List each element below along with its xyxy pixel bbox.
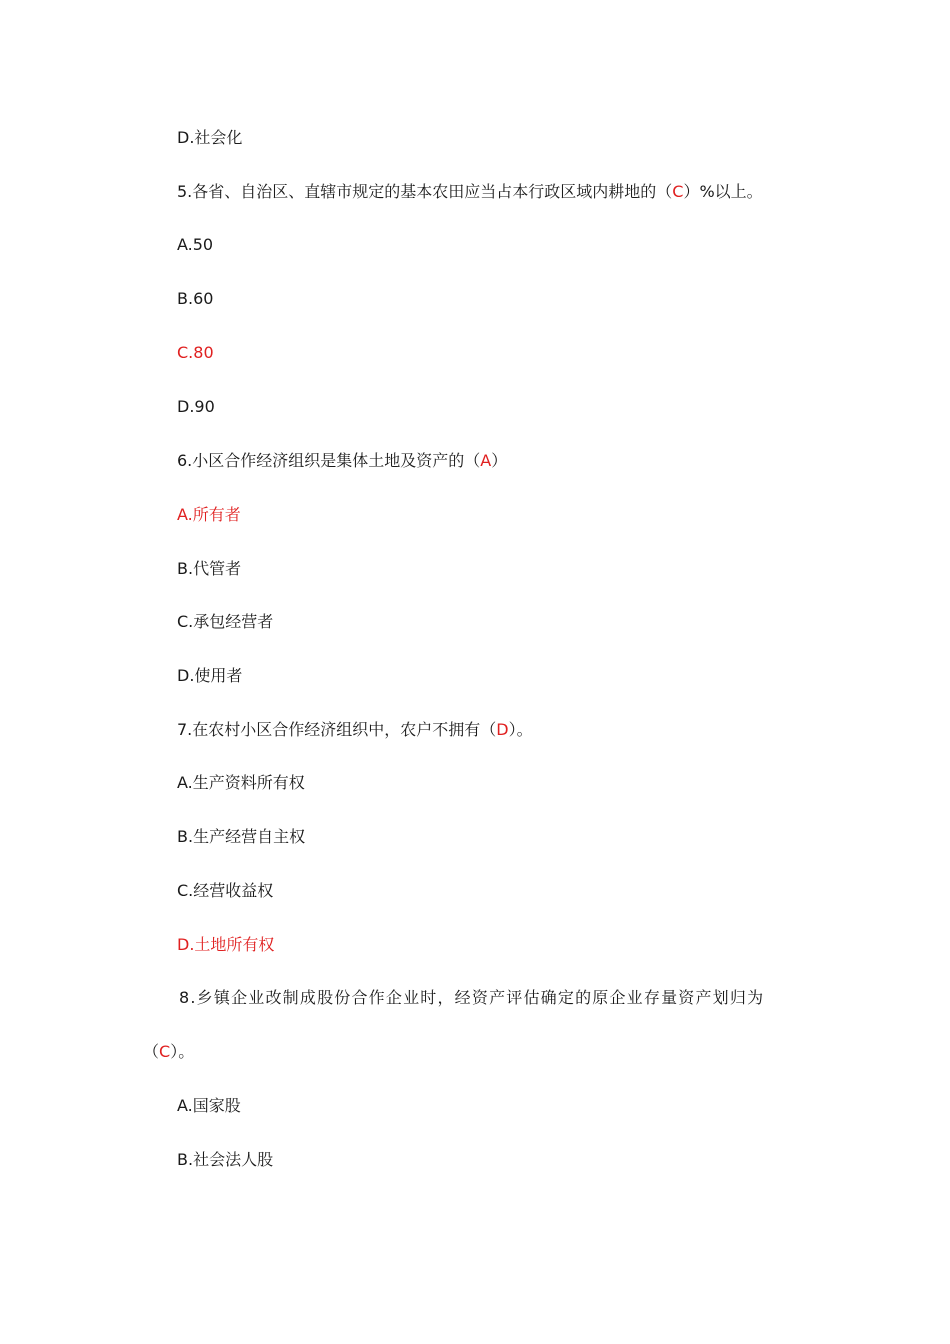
q5-stem-text: 5.各省、自治区、直辖市规定的基本农田应当占本行政区域内耕地的（ bbox=[177, 182, 673, 201]
q5-option-d: D.90 bbox=[177, 397, 215, 416]
q4-option-d: D.社会化 bbox=[177, 128, 243, 147]
q8-option-a: A.国家股 bbox=[177, 1096, 241, 1115]
q7-option-d-correct: D.土地所有权 bbox=[177, 935, 275, 954]
q6-answer: A bbox=[480, 451, 492, 470]
q7-stem-tail: ）。 bbox=[508, 720, 533, 739]
q6-stem-tail: ） bbox=[491, 451, 508, 470]
q5-stem bbox=[177, 182, 763, 202]
q6-option-c: C.承包经营者 bbox=[177, 612, 274, 631]
q8-stem: 8.乡镇企业改制成股份合作企业时，经资产评估确定的原企业存量资产划归为 bbox=[179, 988, 765, 1007]
q7-option-c: C.经营收益权 bbox=[177, 881, 274, 900]
q6-stem bbox=[177, 451, 507, 471]
q8-answer: C bbox=[159, 1042, 171, 1061]
q8-option-b: B.社会法人股 bbox=[177, 1150, 274, 1169]
q8-stem-close: ）。 bbox=[170, 1042, 195, 1061]
q5-stem-tail: ）%以上。 bbox=[683, 182, 763, 201]
q6-option-b: B.代管者 bbox=[177, 559, 242, 578]
q7-option-b: B.生产经营自主权 bbox=[177, 827, 306, 846]
q5-option-c-correct: C.80 bbox=[177, 343, 214, 362]
q5-option-b: B.60 bbox=[177, 289, 214, 308]
q7-stem-text: 7.在农村小区合作经济组织中，农户不拥有（ bbox=[177, 720, 497, 739]
q7-answer: D bbox=[496, 720, 509, 739]
q8-stem-continuation bbox=[143, 1042, 194, 1062]
q6-stem-text: 6.小区合作经济组织是集体土地及资产的（ bbox=[177, 451, 481, 470]
q5-option-a: A.50 bbox=[177, 235, 214, 254]
q6-option-d: D.使用者 bbox=[177, 666, 243, 685]
q7-option-a: A.生产资料所有权 bbox=[177, 773, 305, 792]
q8-stem-open: （ bbox=[143, 1042, 160, 1061]
q6-option-a-correct: A.所有者 bbox=[177, 505, 241, 524]
q5-answer: C bbox=[672, 182, 684, 201]
q7-stem bbox=[177, 720, 533, 740]
